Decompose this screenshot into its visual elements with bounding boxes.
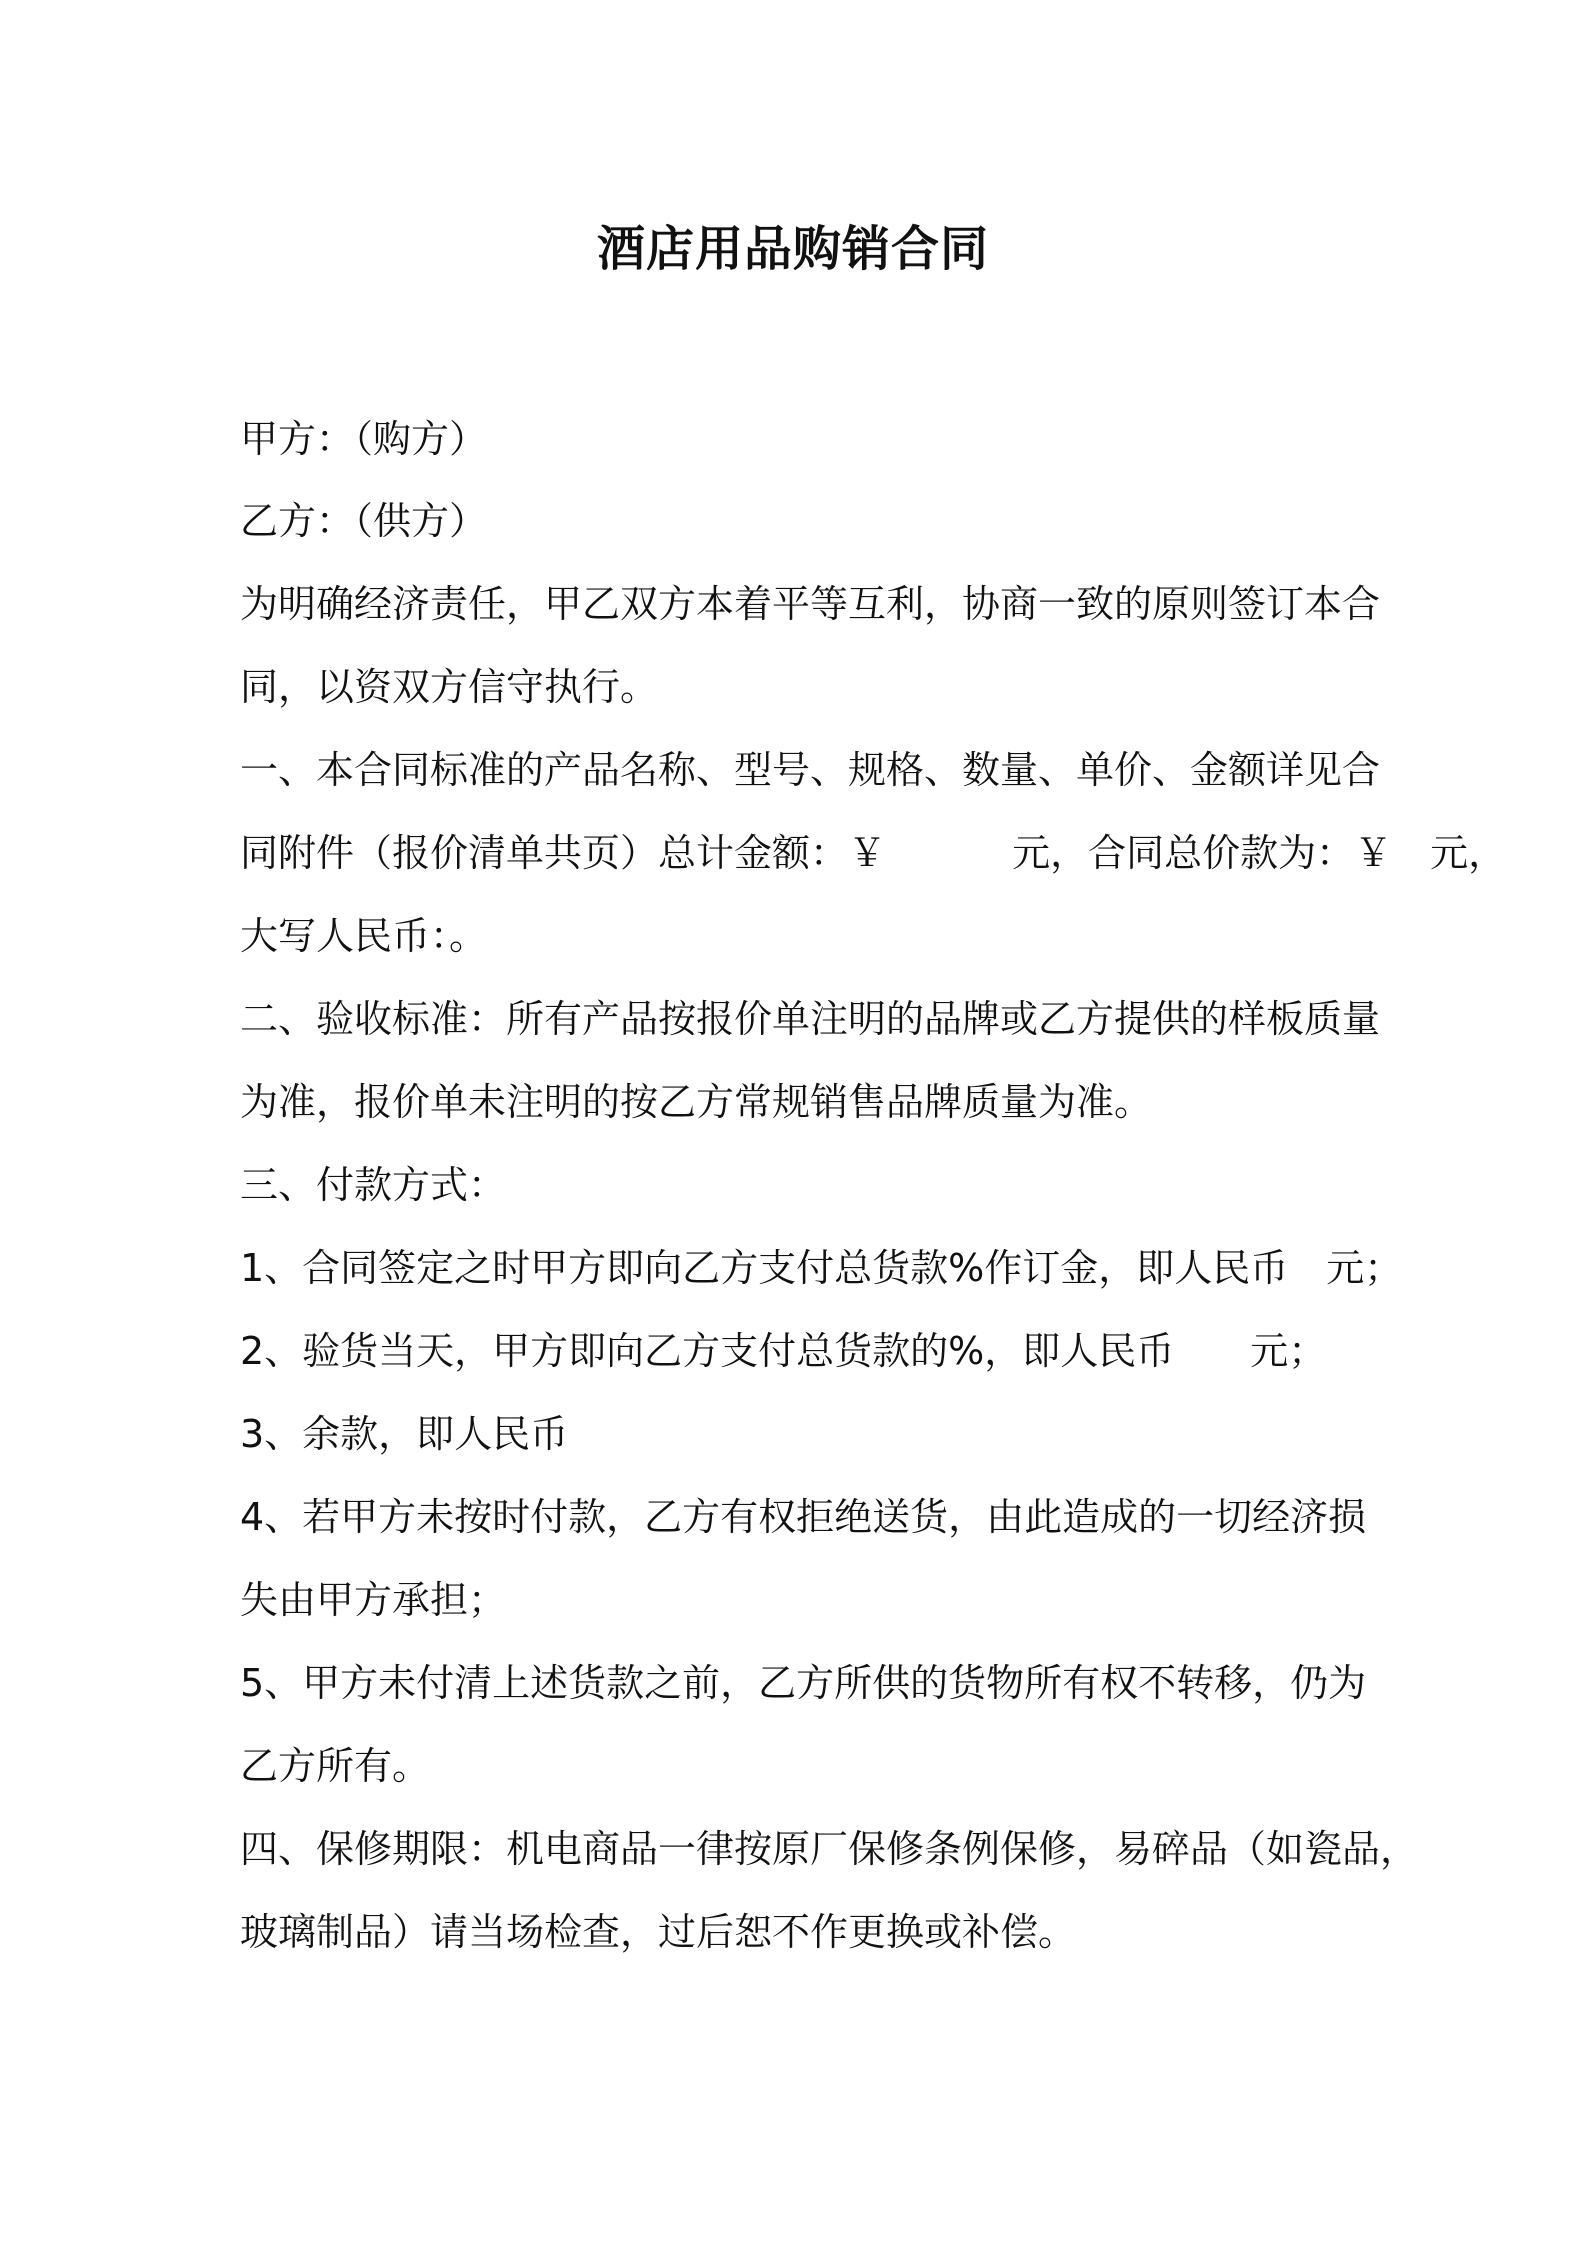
- party-b-line: 乙方：（供方）: [240, 499, 488, 543]
- party-a-line: 甲方：（购方）: [240, 417, 488, 461]
- payment-item-3: 3、余款，即人民币: [240, 1412, 569, 1456]
- clause-1-line-1: 一、本合同标准的产品名称、型号、规格、数量、单价、金额详见合: [240, 748, 1381, 792]
- payment-item-1: 1、合同签定之时甲方即向乙方支付总货款%作订金，即人民币 元；: [240, 1246, 1403, 1290]
- clause-4-line-1: 四、保修期限：机电商品一律按原厂保修条例保修，易碎品（如瓷品，: [240, 1827, 1419, 1871]
- payment-item-5-line-2: 乙方所有。: [240, 1744, 431, 1788]
- clause-4-line-2: 玻璃制品）请当场检查，过后恕不作更换或补偿。: [240, 1910, 1077, 1954]
- clause-2-line-2: 为准，报价单未注明的按乙方常规销售品牌质量为准。: [240, 1080, 1153, 1124]
- clause-3-heading: 三、付款方式：: [240, 1163, 507, 1207]
- payment-item-5-line-1: 5、甲方未付清上述货款之前，乙方所供的货物所有权不转移，仍为: [240, 1661, 1367, 1705]
- payment-item-4-line-1: 4、若甲方未按时付款，乙方有权拒绝送货，由此造成的一切经济损: [240, 1495, 1367, 1539]
- clause-1-line-2: 同附件（报价清单共页）总计金额：￥ 元，合同总价款为：￥ 元，: [240, 831, 1507, 875]
- document-title: 酒店用品购销合同: [596, 221, 989, 277]
- payment-item-4-line-2: 失由甲方承担；: [240, 1578, 507, 1622]
- clause-2-line-1: 二、验收标准：所有产品按报价单注明的品牌或乙方提供的样板质量: [240, 997, 1381, 1041]
- clause-1-line-3: 大写人民币：。: [240, 914, 488, 958]
- preamble-line-1: 为明确经济责任，甲乙双方本着平等互利，协商一致的原则签订本合: [240, 582, 1381, 626]
- preamble-line-2: 同，以资双方信守执行。: [240, 665, 659, 709]
- payment-item-2: 2、验货当天，甲方即向乙方支付总货款的%，即人民币 元；: [240, 1329, 1327, 1373]
